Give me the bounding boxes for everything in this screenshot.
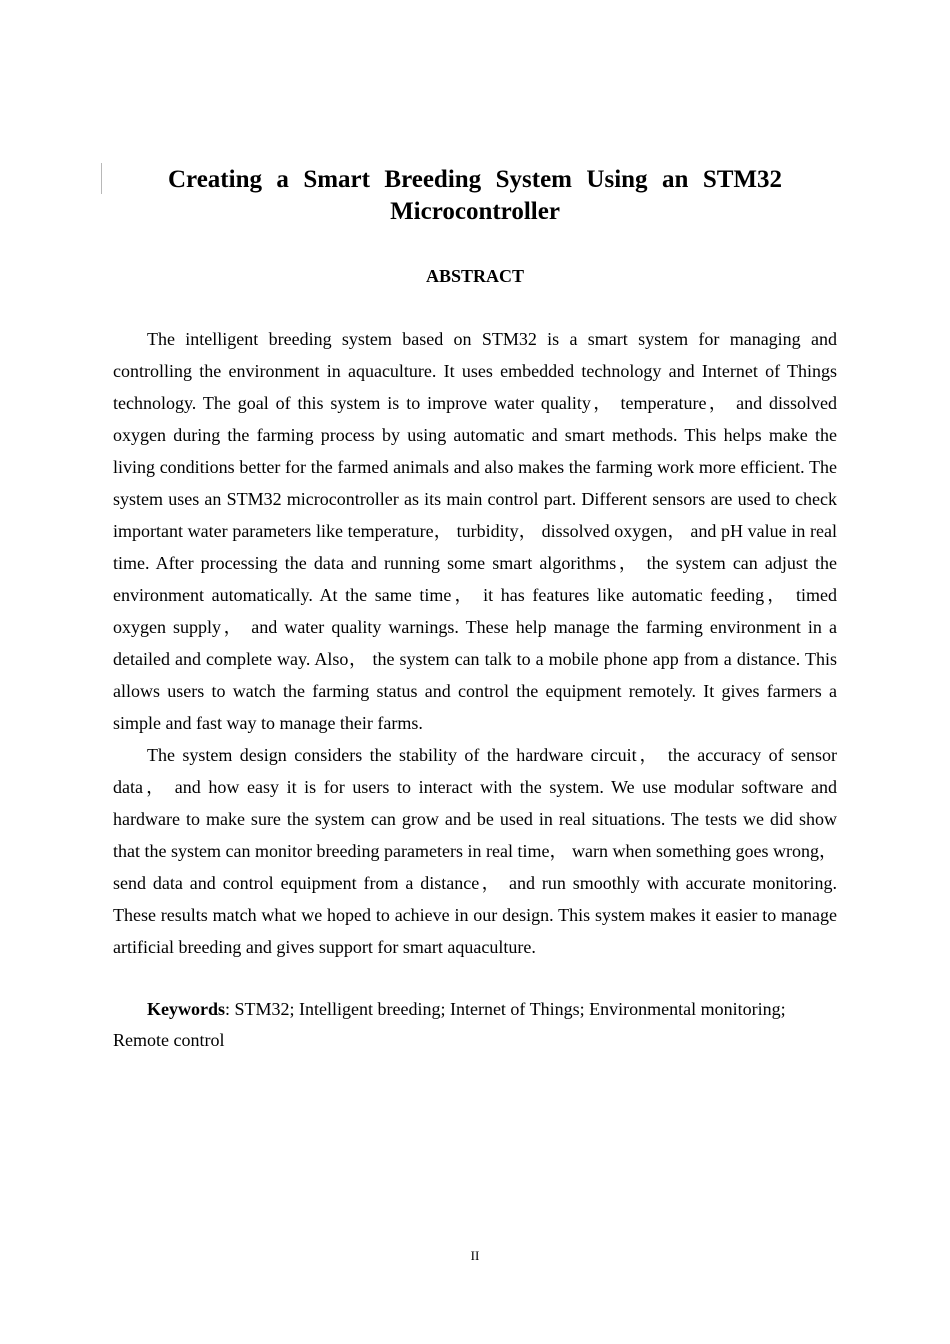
abstract-paragraph-1: The intelligent breeding system based on STM32 is a smart system for managing and controlling the environment in aquaculture. It uses embedded technology and Internet of Things technology. The goal of this system is to improve water quality， temperature， and dissolved oxygen during the farming process by using automatic and smart methods. This helps make the living conditions better for the farmed animals and also makes the farming work more efficient. The system uses an STM32 microcontroller as its main control part. Different sensors are used to check important water parameters like temperature， turbidity， dissolved oxygen， and pH value in real time. After processing the data and running some smart algorithms， the system can adjust the environment automatically. At the same time， it has features like automatic feeding， timed oxygen supply， and water quality warnings. These help manage the farming environment in a detailed and complete way. Also， the system can talk to a mobile phone app from a distance. This allows users to watch the farming status and control the equipment remotely. It gives farmers a simple and fast way to manage their farms. [113, 329, 837, 733]
page-number: II [470, 1248, 480, 1263]
keywords-line [113, 994, 837, 1056]
document-title [113, 164, 837, 228]
keywords-label: Keywords [147, 999, 225, 1019]
keywords-text: : STM32; Intelligent breeding; Internet of Things; Environmental monitoring; Remote control [113, 999, 786, 1050]
abstract-heading: ABSTRACT [425, 266, 525, 286]
margin-mark [101, 163, 102, 194]
abstract-paragraph-2: The system design considers the stability of the hardware circuit， the accuracy of sensor data， and how easy it is for users to interact with the system. We use modular software and hardware to make sure the system can grow and be used in real situations. The tests we did show that the system can monitor breeding parameters in real time， warn when something goes wrong， send data and control equipment from a distance， and run smoothly with accurate monitoring. These results match what we hoped to achieve in our design. This system makes it easier to manage artificial breeding and gives support for smart aquaculture. [113, 745, 837, 957]
abstract-body [113, 323, 837, 963]
title-line-2: Microcontroller [390, 198, 560, 225]
title-line-1: Creating a Smart Breeding System Using an STM32 [168, 166, 782, 193]
